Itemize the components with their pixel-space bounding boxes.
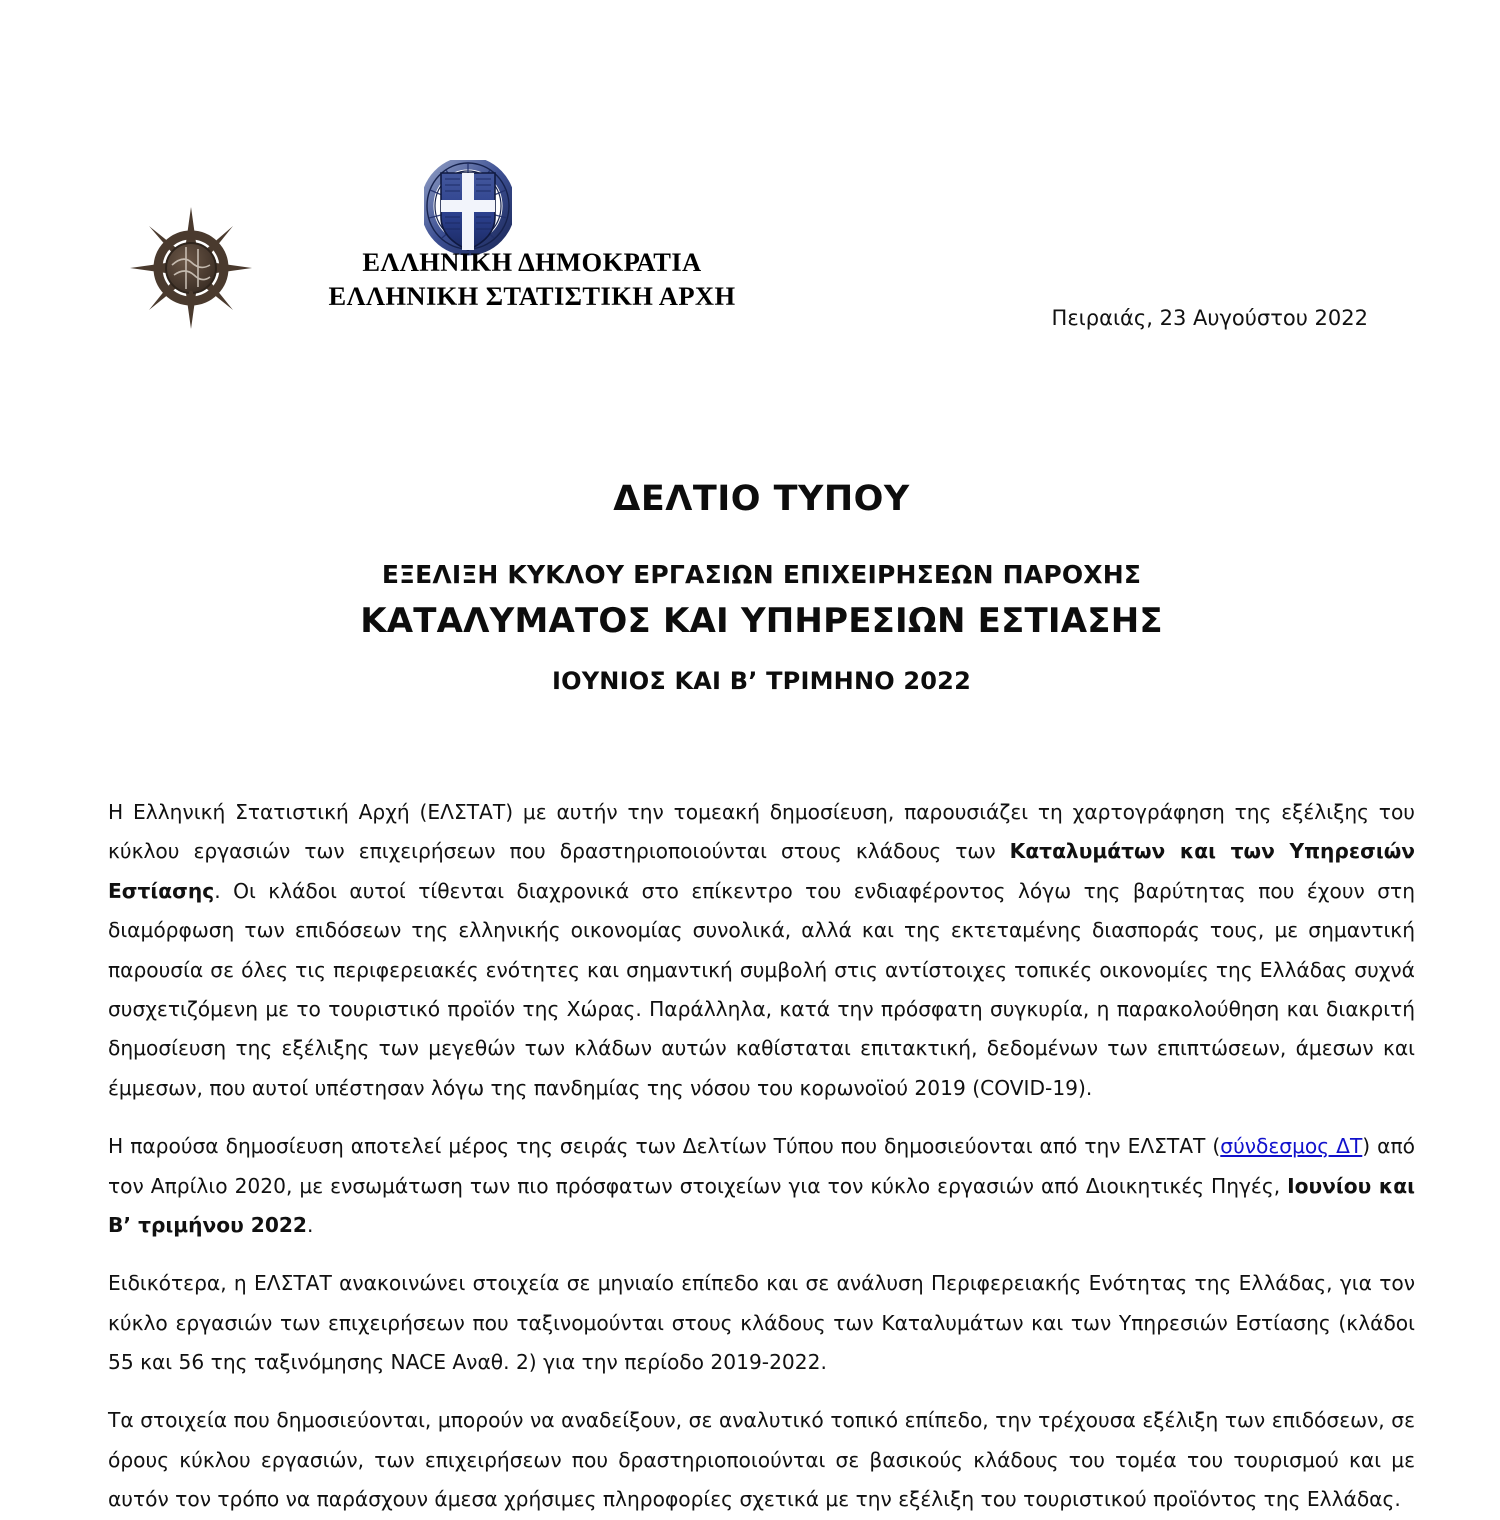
organization-names [272, 246, 792, 313]
paragraph-2-text-a: Η παρούσα δημοσίευση αποτελεί μέρος της σειράς των Δελτίων Τύπου που δημοσιεύονται από την ΕΛΣΤΑΤ ( [108, 1134, 1221, 1159]
paragraph-1-text-a: Η Ελληνική Στατιστική Αρχή (ΕΛΣΤΑΤ) με αυτήν την τομεακή δημοσίευση, παρουσιάζει τη χαρτογράφηση της εξέλιξης του κύκλου εργασιών των επιχειρήσεων που δραστηριοποιούνται στους κλάδους των [108, 800, 1415, 864]
date-line: Πειραιάς, 23 Αυγούστου 2022 [1051, 306, 1368, 330]
paragraph-2 [108, 1127, 1415, 1245]
paragraph-1 [108, 793, 1415, 1108]
paragraph-3: Ειδικότερα, η ΕΛΣΤΑΤ ανακοινώνει στοιχεία σε μηνιαίο επίπεδο και σε ανάλυση Περιφερειακής Ενότητας της Ελλάδας, για τον κύκλο εργασιών των επιχειρήσεων που ταξινομούνται στους κλάδους των Καταλυμάτων και των Υπηρεσιών Εστίασης (κλάδοι 55 και 56 της ταξινόμησης NACE Αναθ. 2) για την περίοδο 2019-2022. [108, 1271, 1415, 1375]
paragraph-4: Τα στοιχεία που δημοσιεύονται, μπορούν να αναδείξουν, σε αναλυτικό τοπικό επίπεδο, την τρέχουσα εξέλιξη των επιδόσεων, σε όρους κύκλου εργασιών, των επιχειρήσεων που δραστηριοποιούνται σε βασικούς κλάδους του τομέα του τουρισμού και με αυτόν τον τρόπο να παράσχουν άμεσα χρήσιμες πληροφορίες σχετικά με την εξέλιξη του τουριστικού προϊόντος της Ελλάδας. [108, 1408, 1415, 1512]
elstat-compass-star-logo [128, 205, 254, 331]
press-release-link[interactable]: σύνδεσμος ΔΤ [1220, 1134, 1363, 1159]
page-title: ΔΕΛΤΙΟ ΤΥΠΟΥ [613, 479, 910, 519]
subtitle-period: ΙΟΥΝΙΟΣ ΚΑΙ Β’ ΤΡΙΜΗΝΟ 2022 [551, 667, 971, 696]
title-block [108, 480, 1415, 696]
organization-line-1: ΕΛΛΗΝΙΚΗ ΔΗΜΟΚΡΑΤΙΑ [362, 247, 702, 277]
organization-line-2: ΕΛΛΗΝΙΚΗ ΣΤΑΤΙΣΤΙΚΗ ΑΡΧΗ [328, 280, 736, 311]
paragraph-1-text-b: . Οι κλάδοι αυτοί τίθενται διαχρονικά στο επίκεντρο του ενδιαφέροντος λόγω της βαρύτητας που έχουν στη διαμόρφωση των επιδόσεων της ελληνικής οικονομίας συνολικά, αλλά και της εκτεταμένης διασποράς τους, με σημαντική παρουσία σε όλες τις περιφερειακές ενότητες και σημαντική συμβολή στις αντίστοιχες τοπικές οικονομίες της Ελλάδας συχνά συσχετιζόμενη με το τουριστικό προϊόν της Χώρας. Παράλληλα, κατά την πρόσφατη συγκυρία, η παρακολούθηση και διακριτή δημοσίευση της εξέλιξης των μεγεθών των κλάδων αυτών καθίσταται επιτακτική, δεδομένων των επιπτώσεων, άμεσων και έμμεσων, που αυτοί υπέστησαν λόγω της πανδημίας της νόσου του κορωνοϊού 2019 (COVID-19). [108, 878, 1415, 1100]
paragraph-2-text-c: . [306, 1212, 314, 1237]
paragraph-2-bold-period: Ιουνίου και Β’ τριμήνου 2022 [108, 1173, 1415, 1237]
letterhead [0, 0, 1500, 330]
paragraph-2-text-b: ) από τον Απρίλιο 2020, με ενσωμάτωση των πιο πρόσφατων στοιχείων για τον κύκλο εργασιών από Διοικητικές Πηγές, [108, 1134, 1415, 1198]
document-body [108, 793, 1415, 1520]
subtitle-line-2: ΚΑΤΑΛΥΜΑΤΟΣ ΚΑΙ ΥΠΗΡΕΣΙΩΝ ΕΣΤΙΑΣΗΣ [360, 600, 1163, 641]
greek-republic-coat-of-arms [424, 160, 512, 256]
subtitle-line-1: ΕΞΕΛΙΞΗ ΚΥΚΛΟΥ ΕΡΓΑΣΙΩΝ ΕΠΙΧΕΙΡΗΣΕΩΝ ΠΑΡΟΧΗΣ [381, 559, 1142, 589]
paragraph-1-bold-sectors: Καταλυμάτων και των Υπηρεσιών Εστίασης [108, 839, 1416, 903]
